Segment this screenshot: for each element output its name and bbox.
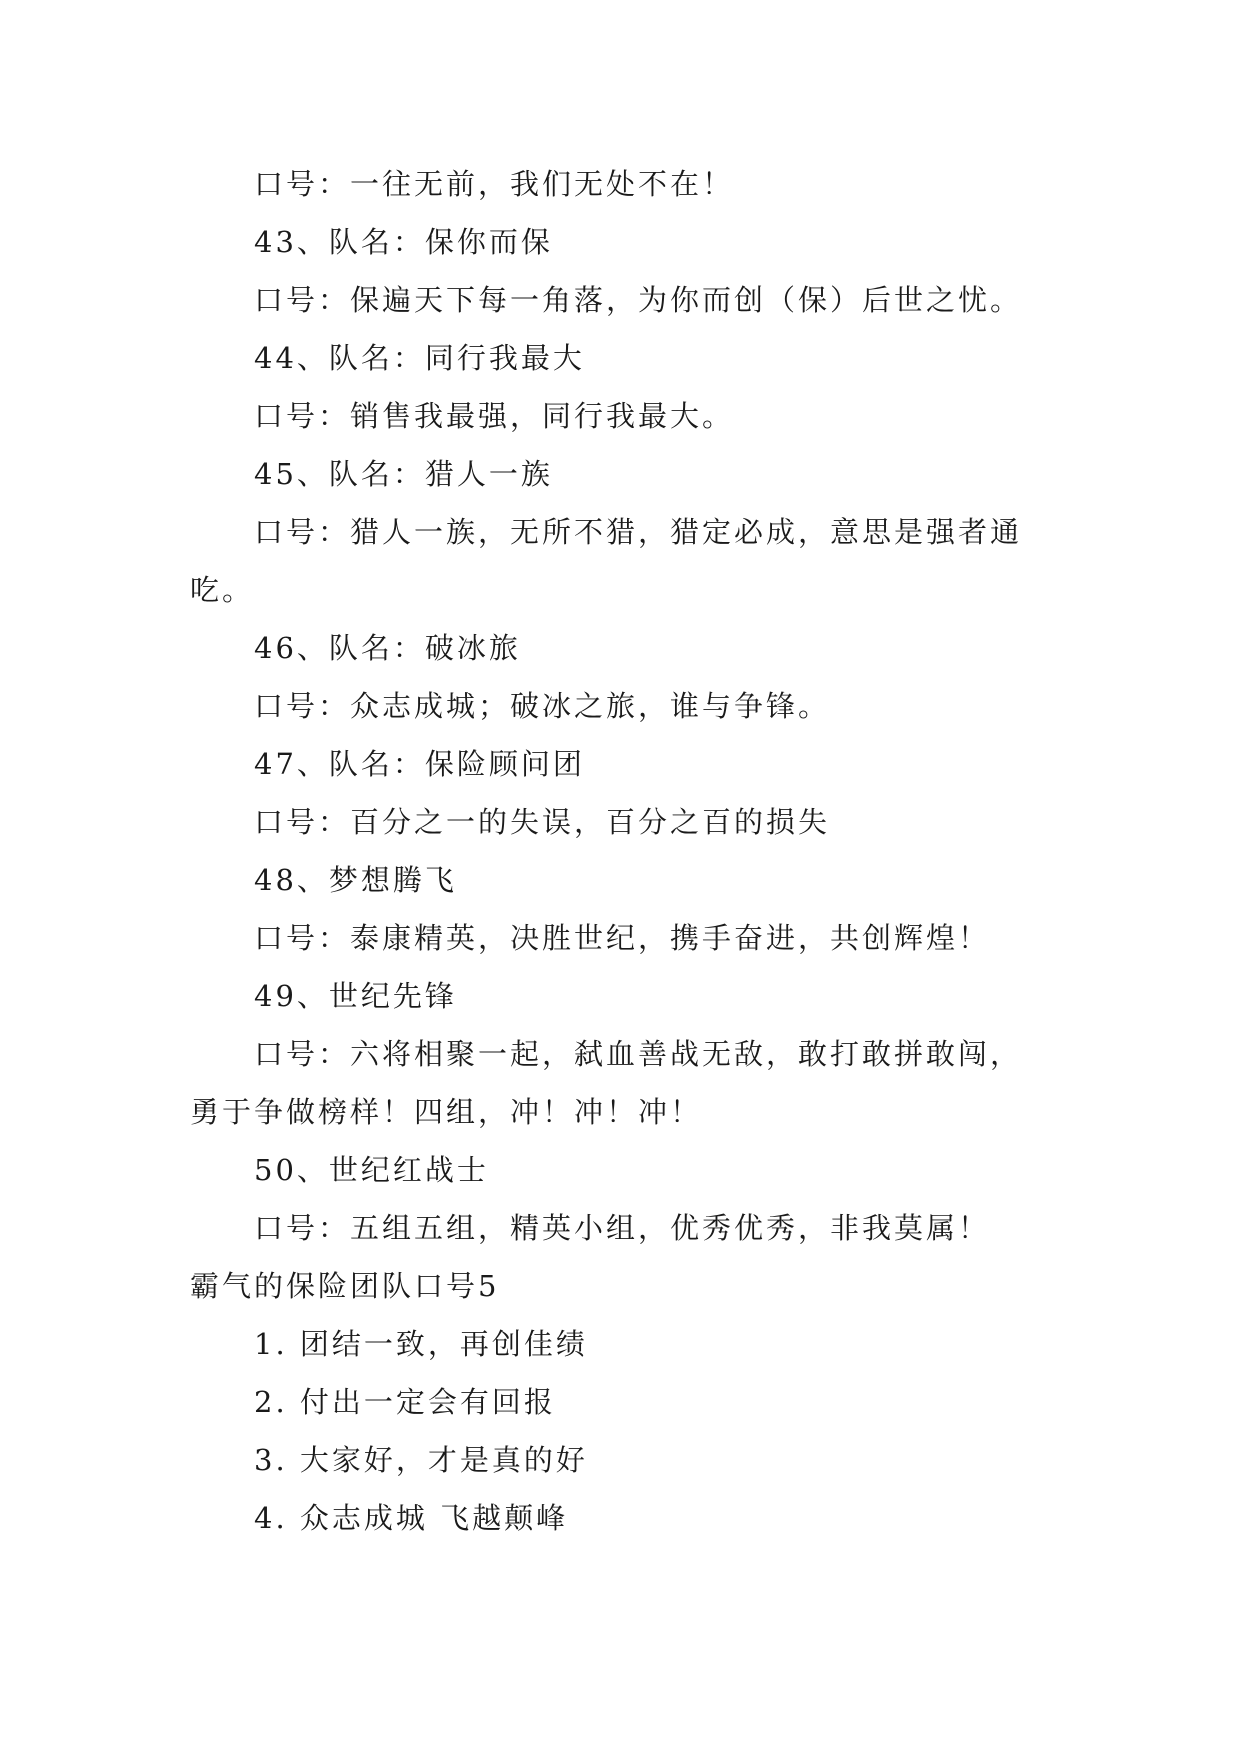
list-item: 4. 众志成城 飞越颠峰 — [254, 1501, 569, 1535]
slogan-continuation: 吃。 — [190, 573, 255, 607]
team-name-line: 47、队名：保险顾问团 — [254, 747, 585, 781]
slogan-line: 口号：众志成城；破冰之旅，谁与争锋。 — [254, 689, 831, 723]
slogan-line: 口号：泰康精英，决胜世纪，携手奋进，共创辉煌！ — [254, 921, 991, 955]
slogan-continuation: 勇于争做榜样！四组，冲！冲！冲！ — [190, 1095, 703, 1129]
slogan-line: 口号：百分之一的失误，百分之百的损失 — [254, 805, 831, 839]
section-heading: 霸气的保险团队口号5 — [190, 1269, 500, 1303]
slogan-line: 口号：保遍天下每一角落，为你而创（保）后世之忧。 — [254, 283, 1023, 317]
list-item: 2. 付出一定会有回报 — [254, 1385, 556, 1419]
list-item: 3. 大家好，才是真的好 — [254, 1443, 588, 1477]
team-name-line: 50、世纪红战士 — [254, 1153, 489, 1187]
team-name-line: 45、队名：猎人一族 — [254, 457, 553, 491]
slogan-line: 口号：五组五组，精英小组，优秀优秀，非我莫属！ — [254, 1211, 991, 1245]
slogan-line: 口号：一往无前，我们无处不在！ — [254, 167, 735, 201]
slogan-line: 口号：销售我最强，同行我最大。 — [254, 399, 735, 433]
slogan-line: 口号：猎人一族，无所不猎，猎定必成，意思是强者通 — [254, 515, 1023, 549]
team-name-line: 46、队名：破冰旅 — [254, 631, 521, 665]
team-name-line: 44、队名：同行我最大 — [254, 341, 585, 375]
team-name-line: 43、队名：保你而保 — [254, 225, 553, 259]
team-name-line: 48、梦想腾飞 — [254, 863, 457, 897]
list-item: 1. 团结一致，再创佳绩 — [254, 1327, 588, 1361]
slogan-line: 口号：六将相聚一起，弑血善战无敌，敢打敢拼敢闯， — [254, 1037, 1023, 1071]
team-name-line: 49、世纪先锋 — [254, 979, 457, 1013]
